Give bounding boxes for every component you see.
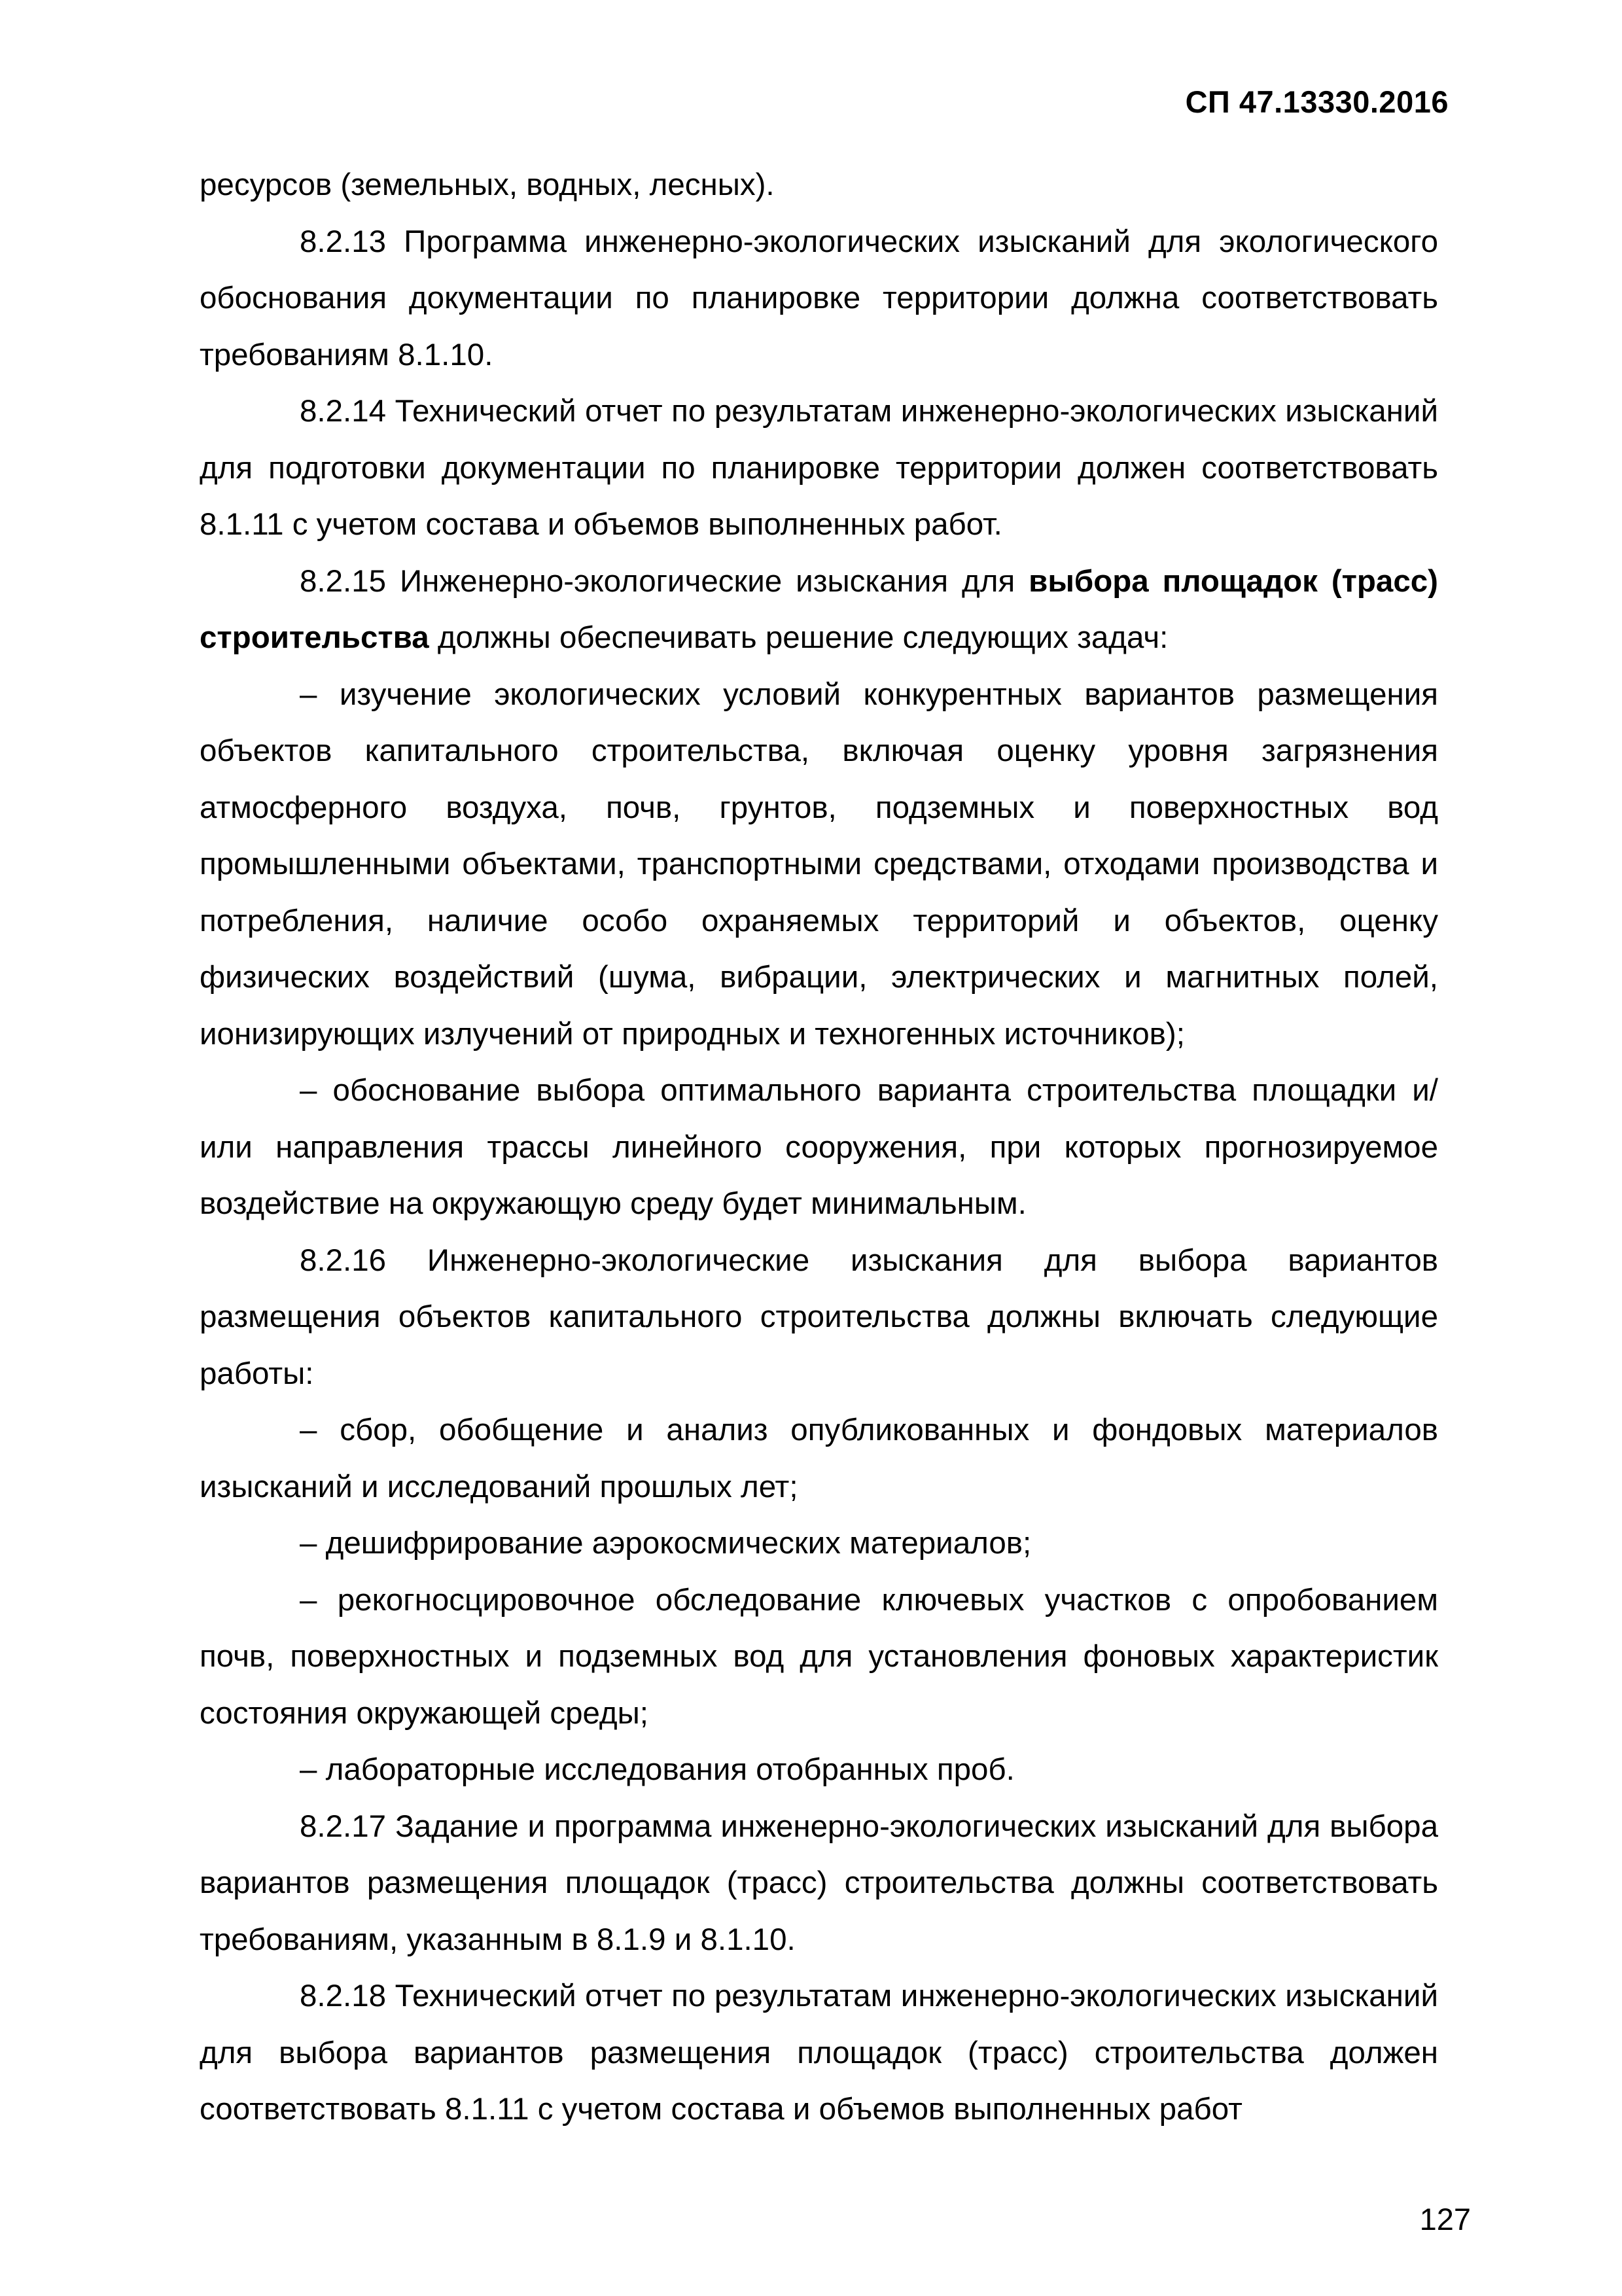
page-number: 127 <box>1419 2202 1471 2236</box>
list-item <box>200 1402 1438 1515</box>
document-code: СП 47.13330.2016 <box>1185 84 1449 119</box>
clause-number: 8.2.16 <box>300 1243 387 1278</box>
list-item <box>200 1515 1438 1572</box>
clause-number: 8.2.17 <box>300 1809 387 1844</box>
clause-text-after: должны обеспечивать решение следующих задач: <box>429 620 1169 655</box>
document-body <box>200 157 1438 2138</box>
list-item <box>200 667 1438 1063</box>
clause-number: 8.2.14 <box>300 394 387 429</box>
list-item <box>200 1063 1438 1233</box>
list-item-text: изучение экологических условий конкурентных вариантов размещения объектов капитального строительства, включая оценку уровня загрязнения атмосферного воздуха, почв, грунтов, подземных и поверхностных вод промышленными объектами, транспортными средствами, отходами производства и потребления, наличие особо охраняемых территорий и объектов, оценку физических воздействий (шума, вибрации, электрических и магнитных полей, ионизирующих излучений от природных и техногенных источников); <box>200 677 1438 1051</box>
list-dash: – <box>300 1413 317 1447</box>
clause-8-2-18 <box>200 1968 1438 2138</box>
list-dash: – <box>300 677 317 712</box>
clause-text-before: Инженерно-экологические изыскания для <box>400 563 1029 599</box>
clause-8-2-14 <box>200 383 1438 554</box>
list-item-text: лабораторные исследования отобранных проб. <box>325 1752 1015 1787</box>
list-item-text: дешифрирование аэрокосмических материалов; <box>325 1526 1032 1561</box>
list-item-text: обоснование выбора оптимального варианта строительства площадки и/или направления трассы линейного сооружения, при которых прогнозируемое воздействие на окружающую среду будет минимальным. <box>200 1073 1439 1221</box>
clause-8-2-17 <box>200 1799 1438 1969</box>
clause-8-2-16 <box>200 1233 1438 1403</box>
list-dash: – <box>300 1752 317 1787</box>
list-dash: – <box>300 1073 317 1108</box>
list-item-text: рекогносцировочное обследование ключевых участков с опробованием почв, поверхностных и подземных вод для установления фоновых характеристик состояния окружающей среды; <box>200 1582 1438 1731</box>
paragraph-continuation <box>200 157 1438 214</box>
clause-text: Задание и программа инженерно-экологических изысканий для выбора вариантов размещения площадок (трасс) строительства должны соответствовать требованиям, указанным в 8.1.9 и 8.1.10. <box>200 1809 1438 1957</box>
clause-text: Технический отчет по результатам инженерно-экологических изысканий для подготовки документации по планировке территории должен соответствовать 8.1.11 с учетом состава и объемов выполненных работ. <box>200 394 1438 542</box>
paragraph-text: ресурсов (земельных, водных, лесных). <box>200 168 775 202</box>
clause-8-2-13 <box>200 214 1438 384</box>
list-item <box>200 1742 1438 1799</box>
clause-8-2-15 <box>200 554 1438 667</box>
clause-number: 8.2.18 <box>300 1979 387 2013</box>
list-dash: – <box>300 1526 317 1561</box>
clause-text-bold: выбора площадок (трасс) строительства <box>200 563 1439 655</box>
clause-text: Технический отчет по результатам инженерно-экологических изысканий для выбора вариантов размещения площадок (трасс) строительства должен соответствовать 8.1.11 с учетом состава и объемов выполненных работ <box>200 1979 1438 2127</box>
list-item <box>200 1572 1438 1742</box>
list-item-text: сбор, обобщение и анализ опубликованных и фондовых материалов изысканий и исследований прошлых лет; <box>200 1413 1439 1504</box>
clause-number: 8.2.15 <box>300 563 387 599</box>
clause-text: Инженерно-экологические изыскания для выбора вариантов размещения объектов капитального строительства должны включать следующие работы: <box>200 1243 1438 1391</box>
clause-text: Программа инженерно-экологических изысканий для экологического обоснования документации по планировке территории должна соответствовать требованиям 8.1.10. <box>200 224 1438 372</box>
list-dash: – <box>300 1582 317 1617</box>
clause-number: 8.2.13 <box>300 224 387 259</box>
